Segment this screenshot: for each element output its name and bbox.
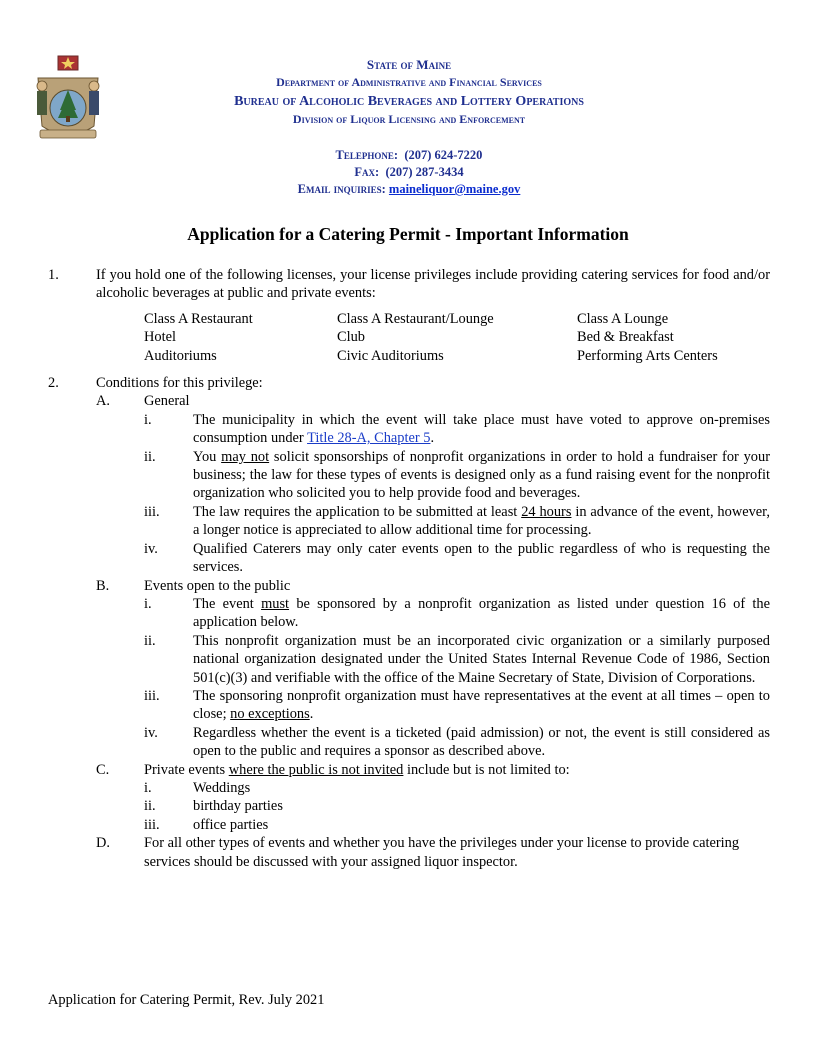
text-segment: The event	[193, 595, 262, 612]
state-seal-icon	[28, 48, 108, 144]
sub-item	[48, 503, 770, 540]
email-link[interactable]: maineliquor@maine.gov	[388, 182, 521, 196]
section-d-label: D.	[96, 835, 110, 852]
sub-item-text	[193, 411, 770, 448]
underlined-text: where the public is not invited	[228, 761, 404, 778]
email-line	[120, 181, 698, 197]
section-d-text: For all other types of events and whether you have the privileges under your license to provide catering services should be discussed with your assigned liquor inspector.	[144, 835, 740, 870]
bureau-heading: Bureau of Alcoholic Beverages and Lottery Operations	[234, 94, 584, 109]
sub-item	[48, 595, 770, 632]
sub-item-text: Weddings	[193, 779, 251, 796]
license-item: Class A Restaurant	[144, 310, 253, 327]
state-heading: State of Maine	[366, 57, 452, 72]
underlined-text: may not	[221, 448, 270, 465]
department-heading: Department of Administrative and Financial Services	[276, 75, 542, 89]
text-segment: solicit sponsorships of nonprofit organizations in order to hold a fundraiser for your business; the law for these types of events is designed only as a fund raising event for the nonprofit organization who solicited you to help provide food and beverages.	[193, 448, 770, 502]
item-1	[48, 266, 770, 303]
text-segment: .	[309, 706, 314, 723]
email-label: Email inquiries:	[297, 182, 386, 196]
sub-item	[48, 411, 770, 448]
sub-item-label: i.	[144, 779, 152, 796]
sub-item-text: birthday parties	[193, 798, 283, 815]
item-1-text: If you hold one of the following licenses, your license privileges include providing catering services for food and/or alcoholic beverages at public and private events:	[96, 267, 770, 302]
sub-item-text: Regardless whether the event is a ticketed (paid admission) or not, the event is still considered as open to the public and requires a sponsor as described above.	[193, 724, 770, 760]
license-item: Class A Restaurant/Lounge	[337, 310, 494, 327]
text-segment: in advance of the event, however, a longer notice is appreciated to allow additional time for processing.	[193, 503, 771, 539]
item-2	[48, 374, 770, 392]
telephone-line	[120, 147, 698, 163]
sub-item-text	[193, 503, 770, 540]
telephone-value: (207) 624-7220	[404, 148, 483, 162]
sub-item-label: iii.	[144, 687, 160, 704]
sub-item-label: iv.	[144, 540, 158, 557]
license-item: Bed & Breakfast	[577, 329, 674, 346]
sub-item	[48, 540, 770, 577]
sub-item	[48, 816, 770, 834]
page-title: Application for a Catering Permit - Important Information	[187, 224, 629, 244]
sub-item-label: iv.	[144, 724, 158, 741]
section-a-title: General	[144, 393, 190, 410]
text-segment: .	[430, 430, 435, 447]
fax-label: Fax:	[354, 165, 380, 179]
sub-item-label: ii.	[144, 632, 156, 649]
sub-item-label: iii.	[144, 503, 160, 520]
item-2-number: 2.	[48, 375, 59, 392]
text-segment: Private events	[144, 761, 229, 778]
section-b-label: B.	[96, 577, 110, 594]
sub-item-label: ii.	[144, 448, 156, 465]
license-item: Club	[337, 329, 365, 346]
underlined-text: 24 hours	[521, 503, 572, 520]
content	[48, 266, 770, 871]
underlined-text: must	[261, 595, 290, 612]
sub-item	[48, 797, 770, 815]
sub-item-text	[193, 595, 770, 632]
section-b	[48, 577, 770, 595]
sub-item-label: ii.	[144, 798, 156, 815]
sub-item	[48, 448, 770, 503]
license-list	[144, 310, 770, 365]
section-b-title: Events open to the public	[144, 577, 291, 594]
text-segment: The law requires the application to be submitted at least	[193, 503, 522, 520]
section-c-label: C.	[96, 761, 110, 778]
license-item: Performing Arts Centers	[577, 347, 718, 364]
section-a	[48, 392, 770, 410]
text-segment: be sponsored by a nonprofit organization as listed under question 16 of the application below.	[193, 595, 770, 631]
text-segment: include but is not limited to:	[403, 761, 570, 778]
telephone-label: Telephone:	[335, 148, 399, 162]
section-c	[48, 761, 770, 779]
item-2-text: Conditions for this privilege:	[96, 375, 263, 392]
license-item: Hotel	[144, 329, 176, 346]
division-heading: Division of Liquor Licensing and Enforcement	[292, 112, 526, 126]
section-a-label: A.	[96, 393, 110, 410]
sub-item	[48, 779, 770, 797]
license-item: Civic Auditoriums	[337, 347, 444, 364]
sub-item-text: office parties	[193, 816, 269, 833]
item-1-number: 1.	[48, 267, 59, 283]
fax-value: (207) 287-3434	[385, 165, 464, 179]
footer: Application for Catering Permit, Rev. July 2021	[48, 992, 325, 1008]
sub-item-label: i.	[144, 595, 152, 612]
sub-item	[48, 724, 770, 761]
sub-item-label: iii.	[144, 816, 160, 833]
license-item: Auditoriums	[144, 347, 217, 364]
license-item: Class A Lounge	[577, 310, 669, 327]
title-28a-link[interactable]: Title 28-A, Chapter 5	[307, 430, 431, 447]
sub-item	[48, 687, 770, 724]
sub-item	[48, 632, 770, 687]
fax-line	[120, 164, 698, 180]
sub-item-text: This nonprofit organization must be an incorporated civic organization or a similarly purposed national organization designated under the United States Internal Revenue Code of 1986, Section 501(c)(3) and verifiable with the office of the Maine Secretary of State, Division of Corporations.	[193, 632, 770, 686]
text-segment: You	[193, 448, 222, 465]
sub-item-text: Qualified Caterers may only cater events open to the public regardless of who is requesting the services.	[193, 540, 770, 576]
section-c-text	[144, 761, 770, 779]
text-segment: The municipality in which the event will take place must have voted to approve on-premises consumption under	[193, 411, 770, 447]
sub-item-text	[193, 448, 770, 503]
section-d	[48, 834, 770, 871]
sub-item-label: i.	[144, 411, 152, 428]
text-segment: The sponsoring nonprofit organization must have representatives at the event at all times – open to close;	[193, 687, 770, 723]
underlined-text: no exceptions	[230, 706, 310, 723]
sub-item-text	[193, 687, 770, 724]
